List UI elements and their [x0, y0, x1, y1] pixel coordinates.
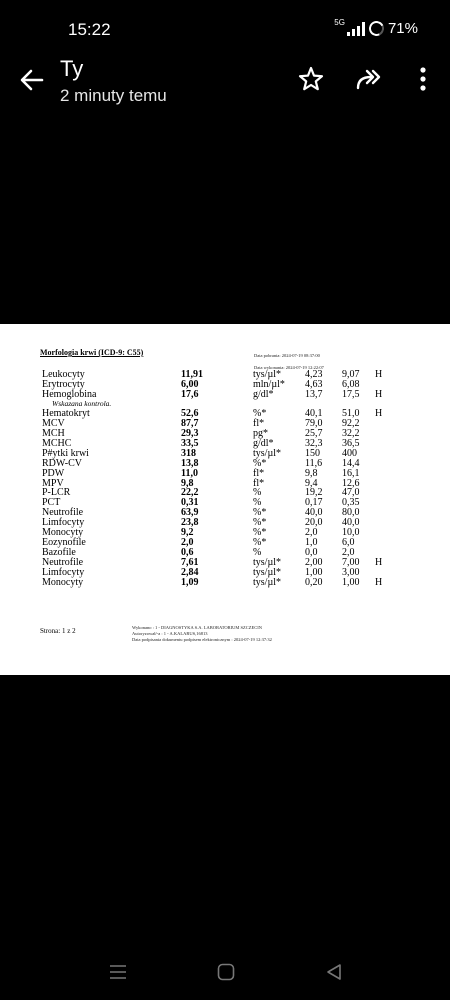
result-flag: H [375, 369, 383, 380]
result-unit: %* [253, 537, 267, 549]
status-icons [334, 20, 418, 37]
status-time: 15:22 [68, 20, 111, 39]
result-unit: %* [253, 507, 267, 519]
result-ref-max: 7,00 [342, 557, 360, 569]
result-ref-min: 11,6 [305, 457, 323, 469]
result-unit: g/dl* [253, 388, 274, 400]
result-value: 23,8 [181, 517, 199, 529]
result-ref-max: 6,08 [342, 378, 360, 390]
result-unit: tys/µl* [253, 557, 281, 569]
result-ref-max: 1,00 [342, 577, 360, 588]
result-name: Leukocyty [42, 369, 85, 380]
result-unit: g/dl* [253, 437, 274, 449]
doc-note: Wskazana kontrola. [52, 398, 112, 408]
network-type: 5G [334, 18, 345, 27]
result-ref-max: 17,5 [342, 388, 360, 400]
recent-apps-icon[interactable] [108, 962, 128, 982]
result-name: RDW-CV [42, 457, 82, 469]
result-unit: tys/µl* [253, 577, 281, 588]
result-value: 2,84 [181, 567, 199, 579]
result-ref-max: 12,6 [342, 477, 360, 489]
table-row [0, 459, 450, 469]
result-name: Monocyty [42, 577, 84, 588]
result-ref-max: 40,0 [342, 517, 360, 529]
result-ref-max: 400 [342, 447, 357, 459]
sender-title: Ty [60, 56, 84, 81]
result-ref-min: 0,20 [305, 577, 323, 588]
result-unit: mln/µl* [253, 378, 285, 390]
page-label: Strona: 1 z 2 [40, 627, 76, 635]
result-ref-max: 0,35 [342, 497, 360, 509]
result-ref-min: 2,00 [305, 557, 323, 569]
forward-all-icon[interactable] [354, 64, 384, 94]
result-name: MCHC [42, 437, 72, 449]
result-ref-min: 20,0 [305, 517, 323, 529]
result-name: P-LCR [42, 487, 71, 499]
result-name: Bazofile [42, 547, 76, 559]
result-unit: % [253, 547, 262, 559]
result-ref-min: 79,0 [305, 417, 323, 429]
result-value: 11,91 [181, 369, 203, 380]
result-ref-max: 51,0 [342, 407, 360, 419]
result-value: 13,8 [181, 457, 199, 469]
result-value: 1,09 [181, 577, 199, 588]
result-ref-min: 150 [305, 447, 320, 459]
result-value: 0,31 [181, 497, 199, 509]
result-unit: %* [253, 457, 267, 469]
result-name: P#ytki krwi [42, 447, 89, 459]
result-unit: % [253, 497, 262, 509]
result-ref-max: 2,0 [342, 547, 355, 559]
lab-result-image[interactable] [0, 324, 450, 675]
result-unit: tys/µl* [253, 369, 281, 380]
table-row [0, 488, 450, 498]
result-ref-min: 2,0 [305, 527, 318, 539]
result-ref-min: 1,0 [305, 537, 318, 549]
result-ref-max: 36,5 [342, 437, 360, 449]
result-flag: H [375, 577, 383, 588]
back-arrow-icon[interactable] [16, 64, 48, 96]
result-name: Eozynofile [42, 537, 86, 549]
table-row [0, 469, 450, 479]
result-ref-min: 4,23 [305, 369, 323, 380]
result-value: 9,8 [181, 477, 194, 489]
result-value: 52,6 [181, 407, 199, 419]
result-ref-max: 16,1 [342, 467, 360, 479]
result-name: Limfocyty [42, 567, 85, 579]
result-value: 6,00 [181, 378, 199, 390]
doc-title: Morfologia krwi (ICD-9: C55) [40, 348, 144, 357]
result-flag: H [375, 388, 383, 400]
result-ref-max: 80,0 [342, 507, 360, 519]
result-flag: H [375, 407, 383, 419]
result-name: MCH [42, 427, 65, 439]
result-unit: fl* [253, 467, 265, 479]
result-value: 87,7 [181, 417, 199, 429]
result-value: 11,0 [181, 467, 198, 479]
result-ref-min: 19,2 [305, 487, 323, 499]
result-ref-min: 25,7 [305, 427, 323, 439]
doc-footer [132, 625, 272, 643]
result-name: Monocyty [42, 527, 84, 539]
result-name: PDW [42, 467, 65, 479]
result-flag: H [375, 557, 383, 569]
result-value: 29,3 [181, 427, 199, 439]
result-value: 33,5 [181, 437, 199, 449]
signal-icon [347, 22, 365, 36]
result-name: Hemoglobina [42, 388, 97, 400]
result-unit: %* [253, 527, 267, 539]
result-value: 2,0 [181, 537, 194, 549]
table-row [0, 419, 450, 429]
result-unit: tys/µl* [253, 567, 281, 579]
result-name: Neutrofile [42, 557, 84, 569]
footer-line: Data podpisania dokumentu podpisem elektronicznym : 2024-07-19 12:37:32 [132, 637, 272, 642]
app-bar [0, 56, 450, 114]
result-ref-min: 32,3 [305, 437, 323, 449]
result-name: Limfocyty [42, 517, 85, 529]
result-value: 0,6 [181, 547, 194, 559]
home-icon[interactable] [216, 962, 236, 982]
date-performed: Data wykonania: 2024-07-19 12:22:07 [254, 365, 324, 370]
result-value: 318 [181, 447, 196, 459]
timestamp: 2 minuty temu [60, 86, 167, 105]
result-ref-max: 3,00 [342, 567, 360, 579]
result-ref-min: 0,17 [305, 497, 323, 509]
result-ref-min: 9,8 [305, 467, 318, 479]
result-name: PCT [42, 497, 61, 509]
result-ref-min: 40,0 [305, 507, 323, 519]
result-value: 7,61 [181, 557, 199, 569]
result-ref-max: 32,2 [342, 427, 360, 439]
date-collected: Data pobrania: 2024-07-19 08:37:00 [254, 353, 320, 358]
result-value: 22,2 [181, 487, 199, 499]
result-value: 9,2 [181, 527, 194, 539]
result-ref-max: 14,4 [342, 457, 360, 469]
navigation-bar [0, 950, 450, 1000]
result-unit: fl* [253, 417, 265, 429]
result-unit: % [253, 487, 262, 499]
result-name: MPV [42, 477, 64, 489]
result-value: 17,6 [181, 388, 199, 400]
result-unit: tys/µl* [253, 447, 281, 459]
footer-line: Wykonano : 1 - DIAGNOSTYKA S.A. LABORATORIUM SZCZECIN [132, 625, 263, 630]
battery-level: 71% [387, 20, 418, 37]
result-unit: %* [253, 517, 267, 529]
result-ref-min: 40,1 [305, 407, 323, 419]
result-unit: pg* [253, 427, 268, 439]
result-ref-max: 9,07 [342, 369, 360, 380]
result-ref-max: 6,0 [342, 537, 355, 549]
result-name: Neutrofile [42, 507, 84, 519]
table-row [0, 409, 450, 419]
result-ref-max: 10,0 [342, 527, 360, 539]
footer-line: Autoryzował/-a : 1 - A.KALARUS,16813 [132, 631, 208, 636]
more-vert-icon[interactable] [412, 64, 434, 94]
result-name: MCV [42, 417, 65, 429]
result-ref-min: 4,63 [305, 378, 323, 390]
star-icon[interactable] [296, 64, 326, 94]
result-value: 63,9 [181, 507, 199, 519]
result-ref-max: 47,0 [342, 487, 360, 499]
result-unit: fl* [253, 477, 265, 489]
status-bar [0, 0, 450, 56]
back-icon[interactable] [324, 962, 344, 982]
result-ref-min: 0,0 [305, 547, 318, 559]
result-ref-min: 9,4 [305, 477, 318, 489]
result-name: Erytrocyty [42, 378, 85, 390]
result-ref-max: 92,2 [342, 417, 360, 429]
result-ref-min: 1,00 [305, 567, 323, 579]
battery-ring-icon [367, 19, 386, 38]
result-ref-min: 13,7 [305, 388, 323, 400]
result-unit: %* [253, 407, 267, 419]
table-row [0, 578, 450, 588]
result-name: Hematokryt [42, 407, 90, 419]
